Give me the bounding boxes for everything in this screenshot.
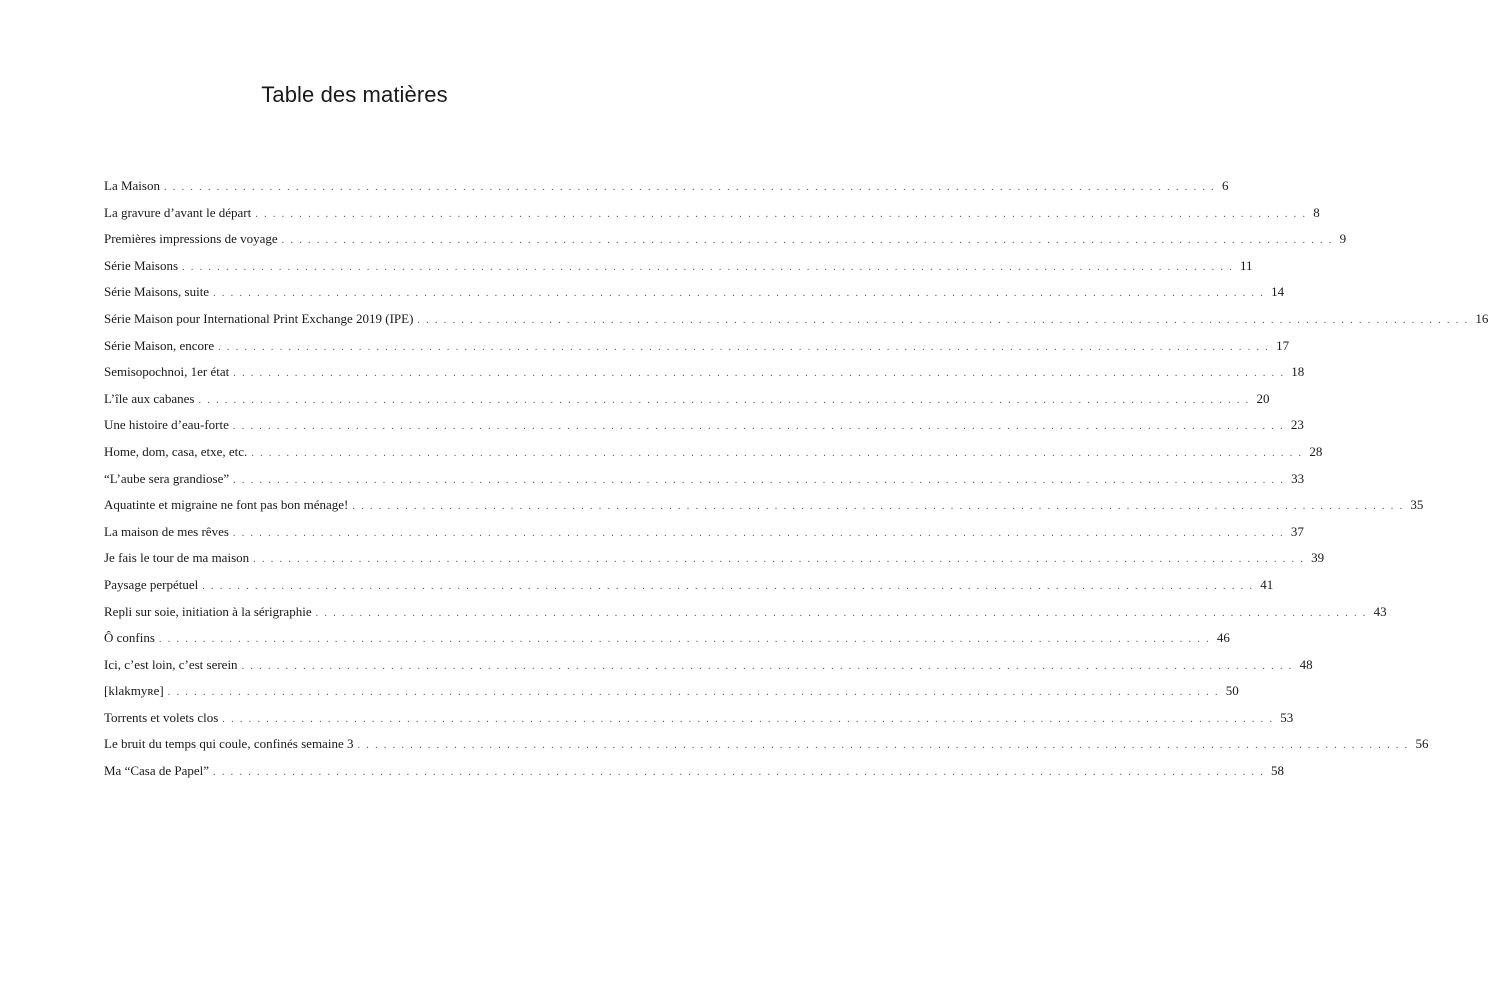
toc-entry[interactable] [104, 545, 1325, 572]
toc-dot-leader: ........................................................................................................................ [233, 474, 1290, 486]
toc-entry[interactable] [104, 173, 1229, 200]
toc-entry[interactable] [104, 226, 1347, 253]
toc-page-number: 17 [1276, 337, 1290, 353]
toc-page-number: 43 [1373, 603, 1387, 619]
toc-page-number: 48 [1299, 656, 1313, 672]
toc-page-number: 8 [1313, 204, 1320, 220]
toc-entry-title: Je fais le tour de ma maison [104, 550, 250, 566]
toc-entry[interactable] [104, 519, 1304, 546]
toc-entry-title: Ici, c’est loin, c’est serein [104, 656, 238, 672]
toc-entry-title: La gravure d’avant le départ [104, 204, 252, 220]
toc-entry[interactable] [104, 200, 1320, 227]
toc-entry[interactable] [104, 306, 1488, 333]
toc-entry-title: Home, dom, casa, etxe, etc. [104, 443, 248, 459]
toc-entry-title: Le bruit du temps qui coule, confinés semaine 3 [104, 736, 354, 752]
toc-entry[interactable] [104, 678, 1239, 705]
toc-entry-title: Premières impressions de voyage [104, 231, 278, 247]
toc-page-number: 46 [1216, 630, 1230, 646]
toc-entry[interactable] [104, 572, 1274, 599]
toc-dot-leader: ........................................................................................................................ [213, 767, 1270, 779]
toc-entry[interactable] [104, 386, 1270, 413]
toc-dot-leader: ........................................................................................................................ [281, 235, 1338, 247]
toc-dot-leader: ........................................................................................................................ [253, 554, 1310, 566]
toc-page-number: 23 [1290, 417, 1304, 433]
toc-entry-title: Série Maison pour International Print Exchange 2019 (IPE) [104, 310, 414, 326]
toc-page-number: 28 [1309, 443, 1323, 459]
toc-entry-title: Série Maisons [104, 257, 179, 273]
toc-dot-leader: ........................................................................................................................ [167, 687, 1224, 699]
toc-entry-title: Torrents et volets clos [104, 709, 219, 725]
toc-page-number: 39 [1311, 550, 1325, 566]
toc-page-number: 6 [1221, 178, 1229, 193]
toc-dot-leader: ........................................................................................................................ [202, 580, 1259, 592]
toc-entry-title: Ô confins [104, 630, 155, 646]
toc-page-number: 35 [1410, 497, 1424, 513]
toc-entry-title: “L’aube sera grandiose” [104, 470, 230, 486]
toc-entry[interactable] [104, 599, 1387, 626]
toc-entry-title: La Maison [104, 178, 160, 193]
toc-page-number: 53 [1280, 709, 1294, 725]
toc-entry-title: [klakmyʀe] [104, 683, 164, 699]
toc-entry-title: Ma “Casa de Papel” [104, 763, 210, 779]
toc-dot-leader: ........................................................................................................................ [182, 261, 1239, 273]
toc-page-number: 50 [1225, 683, 1239, 699]
toc-dot-leader: ........................................................................................................................ [232, 421, 1289, 433]
toc-dot-leader: ........................................................................................................................ [352, 501, 1409, 513]
toc-entry[interactable] [104, 758, 1285, 785]
toc-entry[interactable] [104, 466, 1305, 493]
toc-dot-leader: ........................................................................................................................ [357, 740, 1414, 752]
toc-entry-title: Paysage perpétuel [104, 576, 199, 592]
toc-entry[interactable] [104, 333, 1290, 360]
toc-entry[interactable] [104, 625, 1230, 652]
toc-page-number: 20 [1256, 390, 1270, 406]
toc-page-number: 58 [1271, 763, 1285, 779]
toc-page-number: 33 [1291, 470, 1305, 486]
toc-entry[interactable] [104, 652, 1313, 679]
toc-page-number: 37 [1290, 523, 1304, 539]
toc-entry[interactable] [104, 412, 1304, 439]
toc-dot-leader: ........................................................................................................................ [232, 527, 1289, 539]
toc-page-number: 18 [1291, 364, 1305, 380]
toc-entry[interactable] [104, 731, 1429, 758]
toc-entry[interactable] [104, 279, 1285, 306]
toc-dot-leader: ........................................................................................................................ [417, 314, 1474, 326]
toc-entry-title: Repli sur soie, initiation à la sérigraphie [104, 603, 312, 619]
toc-dot-leader: ........................................................................................................................ [251, 447, 1308, 459]
toc-dot-leader: ........................................................................................................................ [255, 208, 1312, 220]
toc-dot-leader: ........................................................................................................................ [163, 182, 1220, 193]
toc-page-number: 14 [1271, 284, 1285, 300]
toc-dot-leader: ........................................................................................................................ [213, 288, 1270, 300]
toc-entry-title: La maison de mes rêves [104, 523, 229, 539]
toc-entry[interactable] [104, 253, 1253, 280]
toc-entry[interactable] [104, 439, 1323, 466]
toc-dot-leader: ........................................................................................................................ [198, 394, 1255, 406]
toc-dot-leader: ........................................................................................................................ [233, 368, 1290, 380]
toc-page-number: 11 [1240, 257, 1253, 273]
toc-dot-leader: ........................................................................................................................ [158, 634, 1215, 646]
toc-entry-title: Aquatinte et migraine ne font pas bon ménage! [104, 497, 349, 513]
toc-page-number: 56 [1415, 736, 1429, 752]
toc-dot-leader: ........................................................................................................................ [315, 607, 1372, 619]
toc-dot-leader: ........................................................................................................................ [222, 713, 1279, 725]
toc-entry[interactable] [104, 705, 1294, 732]
toc-entry-title: Série Maison, encore [104, 337, 215, 353]
toc-entry-title: Une histoire d’eau-forte [104, 417, 229, 433]
toc-entry[interactable] [104, 359, 1305, 386]
table-of-contents [104, 173, 1488, 785]
toc-dot-leader: ........................................................................................................................ [241, 660, 1298, 672]
toc-page-number: 9 [1339, 231, 1347, 247]
toc-entry-title: Série Maisons, suite [104, 284, 210, 300]
toc-page-number: 16 [1475, 310, 1488, 326]
toc-page-number: 41 [1260, 576, 1274, 592]
toc-dot-leader: ........................................................................................................................ [218, 341, 1275, 353]
toc-entry[interactable] [104, 492, 1424, 519]
toc-entry-title: L’île aux cabanes [104, 390, 195, 406]
toc-entry-title: Semisopochnoi, 1er état [104, 364, 230, 380]
page-title: Table des matières [261, 82, 448, 107]
